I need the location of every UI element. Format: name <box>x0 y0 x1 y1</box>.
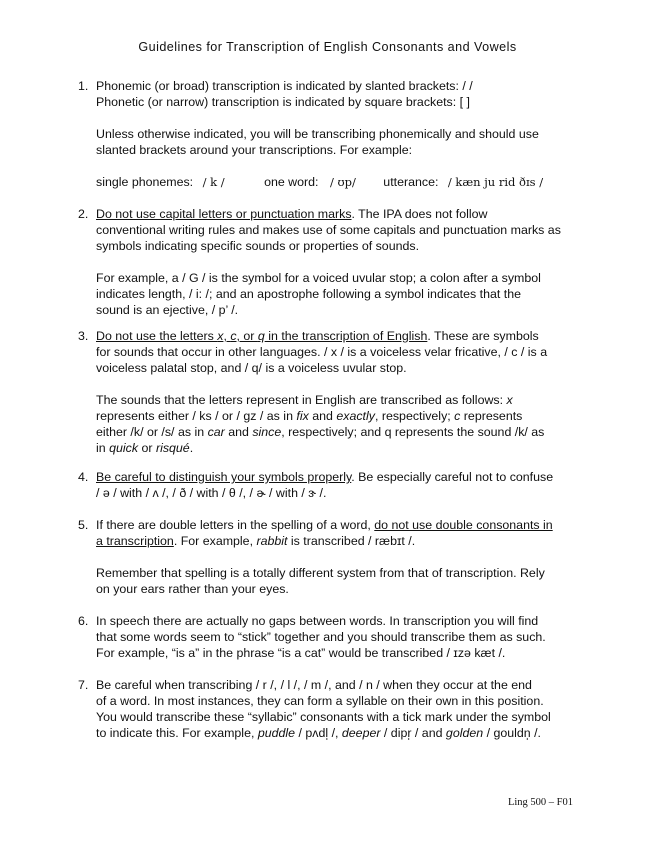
text-line: In speech there are actually no gaps between words. In transcription you will find <box>96 614 539 628</box>
text-line: Unless otherwise indicated, you will be transcribing phonemically and should use <box>96 127 539 141</box>
text-line: slanted brackets around your transcriptions. For example: <box>96 143 413 157</box>
paragraph <box>96 206 588 254</box>
paragraph <box>96 392 588 456</box>
example-ipa: / k / <box>202 175 225 189</box>
text-line <box>96 469 588 485</box>
item-body <box>96 206 588 318</box>
text-line <box>96 206 588 222</box>
text-run: . These are symbols <box>427 329 539 343</box>
page-title: Guidelines for Transcription of English Consonants and Vowels <box>138 40 517 54</box>
text-run: / dipr̩ / and <box>380 726 446 740</box>
text-line <box>96 533 588 549</box>
item-body <box>96 613 588 661</box>
text-run: The sounds that the letters represent in English are transcribed as follows: <box>96 393 507 407</box>
text-line <box>96 408 588 424</box>
item-number: 7. <box>78 678 89 692</box>
example-label: one word: <box>264 175 319 189</box>
text-run: , <box>223 329 231 343</box>
text-line: You would transcribe these “syllabic” consonants with a tick mark under the symbol <box>96 710 551 724</box>
text-line: Remember that spelling is a totally different system from that of transcription. Rely <box>96 566 545 580</box>
text-line: for sounds that occur in other languages. / x / is a voiceless velar fricative, / c / is a <box>96 345 548 359</box>
text-run: , respectively; and q represents the sound /k/ as <box>281 425 545 439</box>
text-line: sound is an ejective, / p’ /. <box>96 303 239 317</box>
text-line: conventional writing rules and makes use of some capitals and punctuation marks as <box>96 223 561 237</box>
paragraph <box>96 270 588 318</box>
underlined-rule: Be careful to distinguish your symbols properly <box>96 470 352 484</box>
text-run: represents either / ks / or / gz / as in <box>96 409 297 423</box>
text-line: on your ears rather than your eyes. <box>96 582 289 596</box>
item-number: 4. <box>78 470 89 484</box>
italic-word: c <box>454 409 461 423</box>
text-line <box>96 440 588 456</box>
text-line <box>96 424 588 440</box>
text-line: For example, a / G / is the symbol for a voiced uvular stop; a colon after a symbol <box>96 271 541 285</box>
text-run: is transcribed / ræbɪt /. <box>287 534 416 548</box>
example-label: utterance: <box>383 175 439 189</box>
text-line: of a word. In most instances, they can form a syllable on their own in this position. <box>96 694 544 708</box>
item-number: 1. <box>78 79 89 93</box>
italic-word: x <box>506 393 513 407</box>
text-run: / gouldn̩ /. <box>483 726 542 740</box>
underlined-rule <box>96 329 427 343</box>
paragraph <box>96 613 588 661</box>
paragraph <box>96 126 588 158</box>
italic-word: quick <box>109 441 139 455</box>
text-line: Phonemic (or broad) transcription is indicated by slanted brackets: / / <box>96 79 473 93</box>
italic-word: since <box>252 425 282 439</box>
paragraph <box>96 677 588 741</box>
italic-word: fix <box>296 409 309 423</box>
letter-c: c <box>230 329 237 343</box>
italic-word: risqué <box>155 441 190 455</box>
text-run: either /k/ or /s/ as in <box>96 425 208 439</box>
item-body <box>96 328 588 456</box>
item-number: 3. <box>78 329 89 343</box>
page-footer: Ling 500 – F01 <box>507 797 573 808</box>
paragraph <box>96 328 588 376</box>
item-number: 6. <box>78 614 89 628</box>
text-run: , or <box>236 329 258 343</box>
letter-x: x <box>217 329 224 343</box>
underlined-rule: do not use double consonants in <box>374 518 553 532</box>
example-ipa: / kæn ju rid ðɪs / <box>447 175 544 189</box>
text-run: and <box>308 409 337 423</box>
italic-word: exactly <box>336 409 375 423</box>
item-body <box>96 517 588 597</box>
text-line <box>96 725 588 741</box>
text-run: to indicate this. For example, <box>96 726 258 740</box>
text-run: . For example, <box>173 534 257 548</box>
text-run: Do not use the letters <box>96 329 218 343</box>
text-run: . Be especially careful not to confuse <box>351 470 554 484</box>
paragraph <box>96 517 588 549</box>
italic-word: car <box>207 425 225 439</box>
italic-word: rabbit <box>256 534 288 548</box>
paragraph <box>96 565 588 597</box>
text-line: Be careful when transcribing / r /, / l /, / m /, and / n / when they occur at the end <box>96 678 532 692</box>
italic-word: deeper <box>341 726 381 740</box>
text-line: For example, “is a” in the phrase “is a cat” would be transcribed / ɪzə kæt /. <box>96 646 506 660</box>
underlined-rule: Do not use capital letters or punctuation marks <box>96 207 352 221</box>
text-run: or <box>138 441 156 455</box>
text-run: in <box>96 441 110 455</box>
item-body <box>96 78 588 190</box>
text-run: , respectively; <box>374 409 455 423</box>
text-line: symbols indicating specific sounds or properties of sounds. <box>96 239 420 253</box>
item-number: 5. <box>78 518 89 532</box>
paragraph <box>96 78 588 110</box>
text-run: / pʌdl̩ /, <box>295 726 342 740</box>
text-line: indicates length, / i: /; and an apostrophe following a symbol indicates that the <box>96 287 521 301</box>
text-line: that some words seem to “stick” together and you should transcribe them as such. <box>96 630 546 644</box>
paragraph <box>96 469 588 501</box>
text-line <box>96 328 588 344</box>
item-number: 2. <box>78 207 89 221</box>
underlined-rule: a transcription <box>96 534 174 548</box>
item-body <box>96 469 588 501</box>
text-line <box>96 517 588 533</box>
text-line: Phonetic (or narrow) transcription is indicated by square brackets: [ ] <box>96 95 470 109</box>
text-line <box>96 392 588 408</box>
examples-line <box>96 174 588 190</box>
text-line: voiceless palatal stop, and / q/ is a voiceless uvular stop. <box>96 361 407 375</box>
example-label: single phonemes: <box>96 175 194 189</box>
text-run: . <box>189 441 194 455</box>
text-run: If there are double letters in the spelling of a word, <box>96 518 375 532</box>
italic-word: golden <box>445 726 484 740</box>
text-line: / ə / with / ʌ /, / ð / with / θ /, / ɚ / with / ɝ /. <box>96 486 327 500</box>
letter-q: q <box>257 329 265 343</box>
italic-word: puddle <box>257 726 296 740</box>
example-ipa: / ʊp/ <box>329 175 356 189</box>
text-run: . The IPA does not follow <box>351 207 488 221</box>
text-run: in the transcription of English <box>264 329 428 343</box>
item-body <box>96 677 588 741</box>
text-run: represents <box>460 409 523 423</box>
text-run: and <box>224 425 253 439</box>
